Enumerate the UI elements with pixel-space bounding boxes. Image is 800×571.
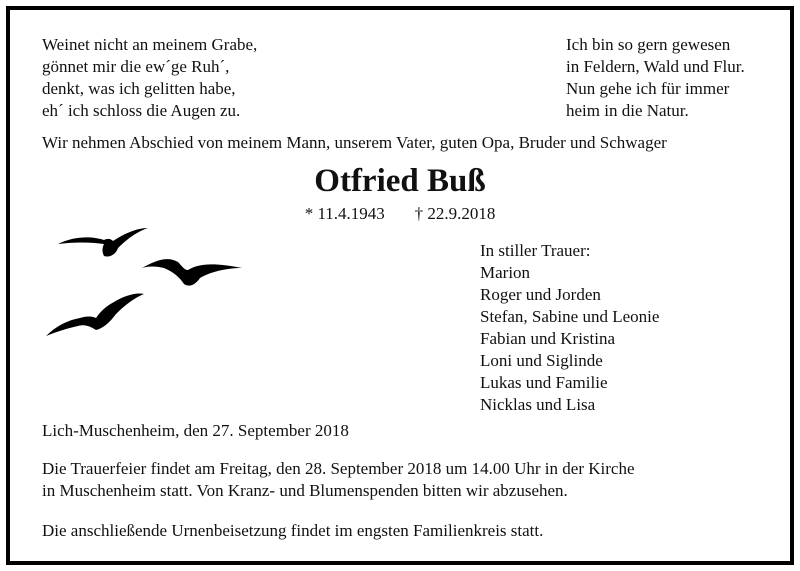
- poem-left-line: denkt, was ich gelitten habe,: [42, 79, 236, 98]
- mourner-name: Nicklas und Lisa: [480, 395, 596, 414]
- flying-birds-image: [44, 222, 254, 342]
- poem-right: [566, 34, 745, 122]
- urn-notice: Die anschließende Urnenbeisetzung findet im engsten Familienkreis statt.: [42, 521, 544, 540]
- ceremony-line: in Muschenheim statt. Von Kranz- und Blumenspenden bitten wir abzusehen.: [42, 481, 568, 500]
- poem-right-line: Nun gehe ich für immer: [566, 79, 730, 98]
- mourner-name: Fabian und Kristina: [480, 329, 616, 348]
- mourner-name: Lukas und Familie: [480, 373, 608, 392]
- ceremony-notice: [42, 458, 635, 502]
- mourners-heading: In stiller Trauer:: [480, 241, 591, 260]
- poem-left-line: eh´ ich schloss die Augen zu.: [42, 101, 241, 120]
- bird-silhouette: [46, 293, 144, 336]
- mourners-list: [480, 240, 659, 416]
- mourner-name: Stefan, Sabine und Leonie: [480, 307, 660, 326]
- poem-right-line: heim in die Natur.: [566, 101, 689, 120]
- poem-left-line: Weinet nicht an meinem Grabe,: [42, 35, 258, 54]
- poem-left-line: gönnet mir die ew´ge Ruh´,: [42, 57, 230, 76]
- death-date: † 22.9.2018: [414, 204, 496, 223]
- ceremony-line: Die Trauerfeier findet am Freitag, den 28. September 2018 um 14.00 Uhr in der Kirche: [42, 459, 635, 478]
- mourner-name: Marion: [480, 263, 531, 282]
- bird-silhouette: [142, 259, 242, 285]
- bird-silhouette: [58, 228, 148, 257]
- poem-right-line: in Feldern, Wald und Flur.: [566, 57, 745, 76]
- farewell-intro: Wir nehmen Abschied von meinem Mann, unserem Vater, guten Opa, Bruder und Schwager: [42, 133, 667, 152]
- poem-right-line: Ich bin so gern gewesen: [566, 35, 731, 54]
- place-and-date: Lich-Muschenheim, den 27. September 2018: [42, 421, 349, 440]
- mourner-name: Roger und Jorden: [480, 285, 601, 304]
- poem-left: [42, 34, 257, 122]
- mourner-name: Loni und Siglinde: [480, 351, 603, 370]
- deceased-name: Otfried Buß: [314, 163, 486, 199]
- birth-date: * 11.4.1943: [304, 204, 385, 223]
